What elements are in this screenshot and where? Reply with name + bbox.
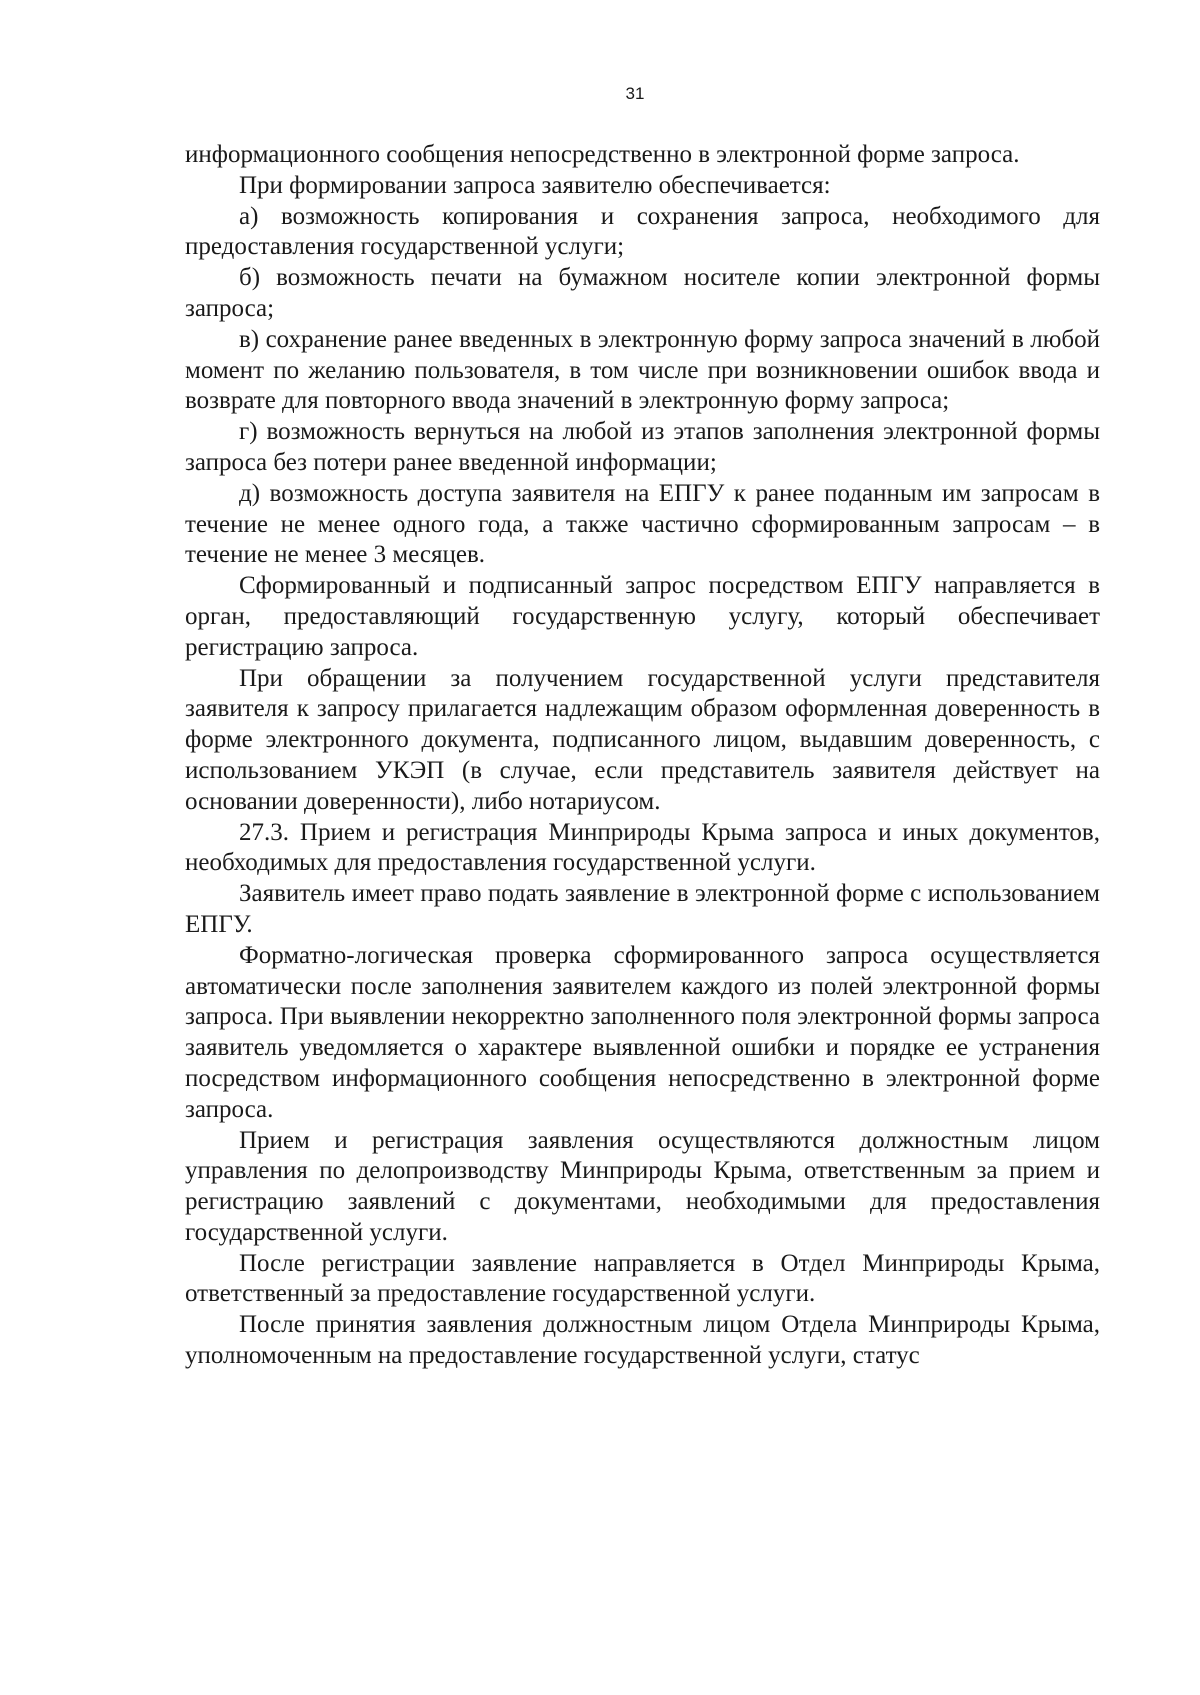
- paragraph-registration: Прием и регистрация заявления осуществляются должностным лицом управления по делопроизводству Минприроды Крыма, ответственным за прием и регистрацию заявлений с документами, необходимыми для предоставления государственной услуги.: [185, 1126, 1100, 1246]
- paragraph-representative: При обращении за получением государственной услуги представителя заявителя к запросу прилагается надлежащим образом оформленная доверенность в форме электронного документа, подписанного лицом, выдавшим доверенность, с использованием УКЭП (в случае, если представитель заявителя действует на основании доверенности), либо нотариусом.: [185, 664, 1100, 815]
- paragraph-request-provisions: При формировании запроса заявителю обеспечивается:: [239, 171, 831, 199]
- list-item-v: в) сохранение ранее введенных в электронную форму запроса значений в любой момент по желанию пользователя, в том числе при возникновении ошибок ввода и возврате для повторного ввода значений в электронную форму запроса;: [185, 325, 1100, 415]
- paragraph-continuation: информационного сообщения непосредственно в электронной форме запроса.: [185, 141, 1020, 168]
- paragraph-after-acceptance: После принятия заявления должностным лицом Отдела Минприроды Крыма, уполномоченным на предоставление государственной услуги, статус: [185, 1311, 1100, 1370]
- list-item-b: б) возможность печати на бумажном носителе копии электронной формы запроса;: [185, 264, 1100, 322]
- paragraph-format-check: Форматно-логическая проверка сформированного запроса осуществляется автоматически после заполнения заявителем каждого из полей электронной формы запроса. При выявлении некорректно заполненного поля электронной формы запроса заявитель уведомляется о характере выявленной ошибки и порядке ее устранения посредством информационного сообщения непосредственно в электронной форме запроса.: [185, 941, 1100, 1123]
- list-item-d: д) возможность доступа заявителя на ЕПГУ к ранее поданным им запросам в течение не менее одного года, а также частично сформированным запросам – в течение не менее 3 месяцев.: [185, 479, 1100, 569]
- paragraph-after-registration: После регистрации заявление направляется в Отдел Минприроды Крыма, ответственный за предоставление государственной услуги.: [185, 1249, 1100, 1308]
- paragraph-applicant-right: Заявитель имеет право подать заявление в электронной форме с использованием ЕПГУ.: [185, 880, 1100, 938]
- section-heading-27-3: 27.3. Прием и регистрация Минприроды Крыма запроса и иных документов, необходимых для предоставления государственной услуги.: [185, 818, 1100, 877]
- document-body: [185, 140, 1100, 1372]
- paragraph-signed-request: Сформированный и подписанный запрос посредством ЕПГУ направляется в орган, предоставляющий государственную услугу, который обеспечивает регистрацию запроса.: [185, 572, 1100, 661]
- page-number: 31: [625, 84, 645, 103]
- list-item-a: а) возможность копирования и сохранения запроса, необходимого для предоставления государственной услуги;: [185, 202, 1100, 261]
- list-item-g: г) возможность вернуться на любой из этапов заполнения электронной формы запроса без потери ранее введенной информации;: [185, 418, 1100, 476]
